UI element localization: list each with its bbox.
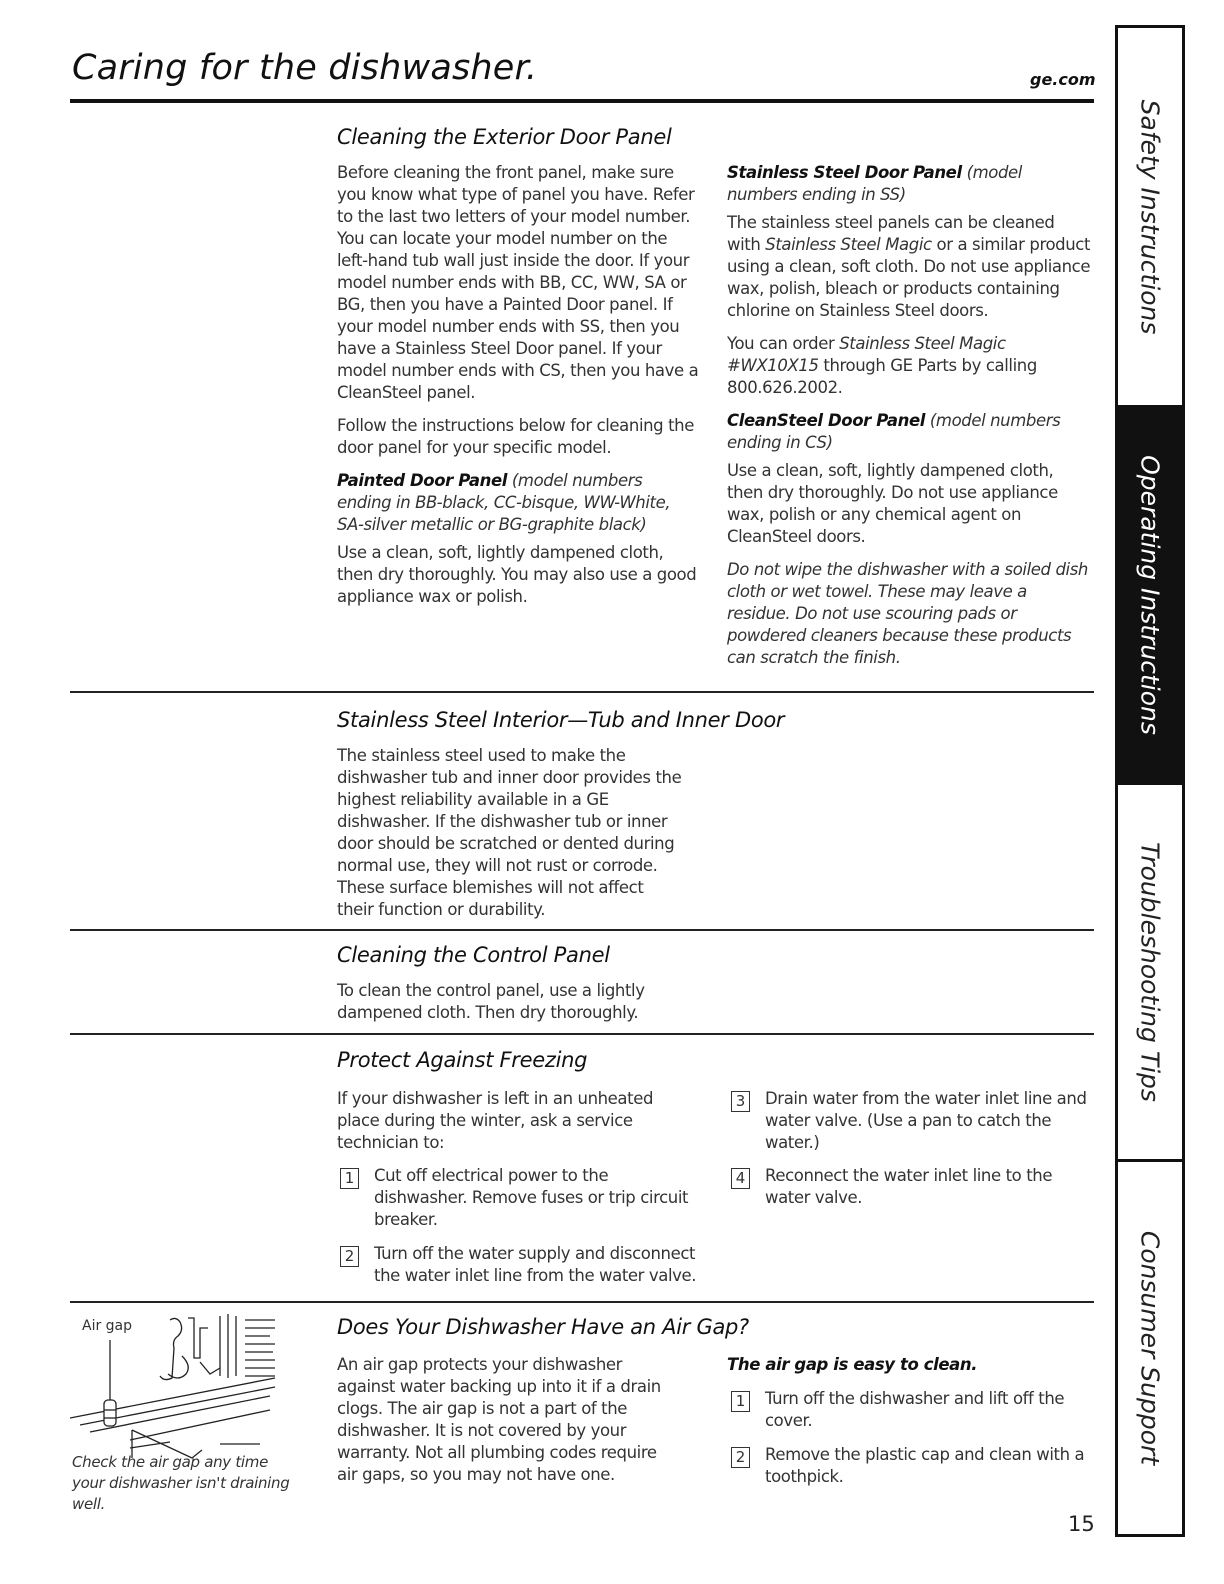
airgap-step-2	[731, 1444, 1086, 1488]
step-text: Reconnect the water inlet line to the water valve.	[765, 1166, 1053, 1207]
tab-label: Consumer Support	[1135, 1230, 1165, 1466]
control-heading: Cleaning the Control Panel	[337, 943, 610, 967]
step-text: Remove the plastic cap and clean with a toothpick.	[765, 1445, 1085, 1486]
freezing-step-2	[340, 1243, 710, 1287]
cs-text: Use a clean, soft, lightly dampened cloth, then dry thoroughly. Do not use appliance wax, polish or any chemical agent on CleanSteel doors.	[727, 461, 1058, 546]
exterior-right-column	[727, 162, 1092, 669]
cs-title: CleanSteel Door Panel	[727, 411, 926, 430]
step-text: Cut off electrical power to the dishwasher. Remove fuses or trip circuit breaker.	[374, 1166, 689, 1229]
tab-safety-instructions[interactable]	[1118, 28, 1182, 408]
tab-label: Troubleshooting Tips	[1135, 842, 1165, 1102]
tab-operating-instructions[interactable]	[1118, 408, 1182, 785]
control-text: To clean the control panel, use a lightly dampened cloth. Then dry thoroughly.	[337, 981, 645, 1022]
tab-troubleshooting-tips[interactable]	[1118, 785, 1182, 1162]
ss-text-2a: You can order	[727, 334, 840, 353]
tab-label: Operating Instructions	[1135, 455, 1165, 735]
illustration-label: Air gap	[82, 1318, 133, 1334]
freezing-step-4	[731, 1165, 1091, 1209]
interior-heading: Stainless Steel Interior—Tub and Inner Door	[337, 708, 785, 732]
painted-heading	[337, 470, 699, 536]
step-number: 4	[731, 1168, 750, 1189]
cleaning-warning: Do not wipe the dishwasher with a soiled dish cloth or wet towel. These may leave a residue. Do not use scouring pads or powdered cleaners because these products can scratch the finish.	[727, 560, 1088, 667]
tab-consumer-support[interactable]	[1118, 1162, 1182, 1534]
painted-note: (model numbers ending in BB-black, CC-bisque, WW-White, SA-silver metallic or BG-graphite black)	[337, 471, 671, 534]
exterior-intro: Before cleaning the front panel, make sure you know what type of panel you have. Refer to the last two letters of your model number. You can locate your model number on the left-hand tub wall just inside the door. If your model number ends with BB, CC, WW, SA or BG, then you have a Painted Door panel. If your model number ends with SS, then you have a Stainless Steel Door panel. If your model number ends with CS, then you have a CleanSteel panel.	[337, 163, 699, 402]
painted-title: Painted Door Panel	[337, 471, 508, 490]
exterior-left-column	[337, 162, 699, 608]
exterior-heading: Cleaning the Exterior Door Panel	[337, 125, 672, 149]
ss-product: Stainless Steel Magic	[765, 235, 932, 254]
section-divider	[70, 691, 1094, 693]
freezing-heading: Protect Against Freezing	[337, 1048, 588, 1072]
section-divider	[70, 1033, 1094, 1035]
ss-heading	[727, 162, 1092, 206]
tab-label: Safety Instructions	[1135, 99, 1165, 334]
step-number: 2	[731, 1447, 750, 1468]
page-number: 15	[1068, 1512, 1095, 1536]
freezing-step-3	[731, 1088, 1091, 1154]
step-text: Turn off the water supply and disconnect the water inlet line from the water valve.	[374, 1244, 697, 1285]
step-number: 1	[731, 1391, 750, 1412]
step-number: 2	[340, 1246, 359, 1267]
ss-title: Stainless Steel Door Panel	[727, 163, 962, 182]
side-navigation-tabs	[1115, 25, 1185, 1537]
freezing-step-1	[340, 1165, 700, 1231]
freezing-intro: If your dishwasher is left in an unheated place during the winter, ask a service technician to:	[337, 1089, 654, 1152]
cs-note: (model numbers ending in CS)	[727, 411, 1061, 452]
airgap-easy-title: The air gap is easy to clean.	[727, 1355, 978, 1374]
ss-text-1c: or a similar product using a clean, soft cloth. Do not use appliance wax, polish, bleach or products containing chlorine on Stainless Steel doors.	[727, 235, 1091, 320]
section-divider	[70, 929, 1094, 931]
airgap-step-1	[731, 1388, 1086, 1432]
exterior-follow: Follow the instructions below for cleaning the door panel for your specific model.	[337, 416, 694, 457]
cs-heading	[727, 410, 1092, 454]
airgap-text: An air gap protects your dishwasher against water backing up into it if a drain clogs. The air gap is not a part of the dishwasher. It is not covered by your warranty. Not all plumbing codes require air gaps, so you may not have one.	[337, 1355, 661, 1484]
illustration-caption: Check the air gap any time your dishwasher isn't draining well.	[72, 1453, 290, 1513]
ss-order-product: Stainless Steel Magic #WX10X15	[727, 334, 1006, 375]
airgap-heading: Does Your Dishwasher Have an Air Gap?	[337, 1315, 749, 1339]
page-title: Caring for the dishwasher.	[72, 48, 538, 88]
air-gap-illustration	[70, 1310, 285, 1460]
title-divider	[70, 99, 1094, 103]
site-url[interactable]: ge.com	[1030, 70, 1096, 89]
ss-text-2	[727, 333, 1092, 399]
ss-note: (model numbers ending in SS)	[727, 163, 1022, 204]
step-text: Drain water from the water inlet line and water valve. (Use a pan to catch the water.)	[765, 1089, 1087, 1152]
ss-text-1	[727, 212, 1092, 322]
step-number: 1	[340, 1168, 359, 1189]
step-number: 3	[731, 1091, 750, 1112]
interior-text: The stainless steel used to make the dishwasher tub and inner door provides the highest reliability available in a GE dishwasher. If the dishwasher tub or inner door should be scratched or dented during normal use, they will not rust or corrode. These surface blemishes will not affect their function or durability.	[337, 746, 682, 919]
painted-text: Use a clean, soft, lightly dampened cloth, then dry thoroughly. You may also use a good appliance wax or polish.	[337, 543, 697, 606]
ss-text-1a: The stainless steel panels can be cleaned with	[727, 213, 1055, 254]
step-text: Turn off the dishwasher and lift off the cover.	[765, 1389, 1065, 1430]
ss-text-2c: through GE Parts by calling 800.626.2002.	[727, 356, 1037, 397]
section-divider	[70, 1301, 1094, 1303]
